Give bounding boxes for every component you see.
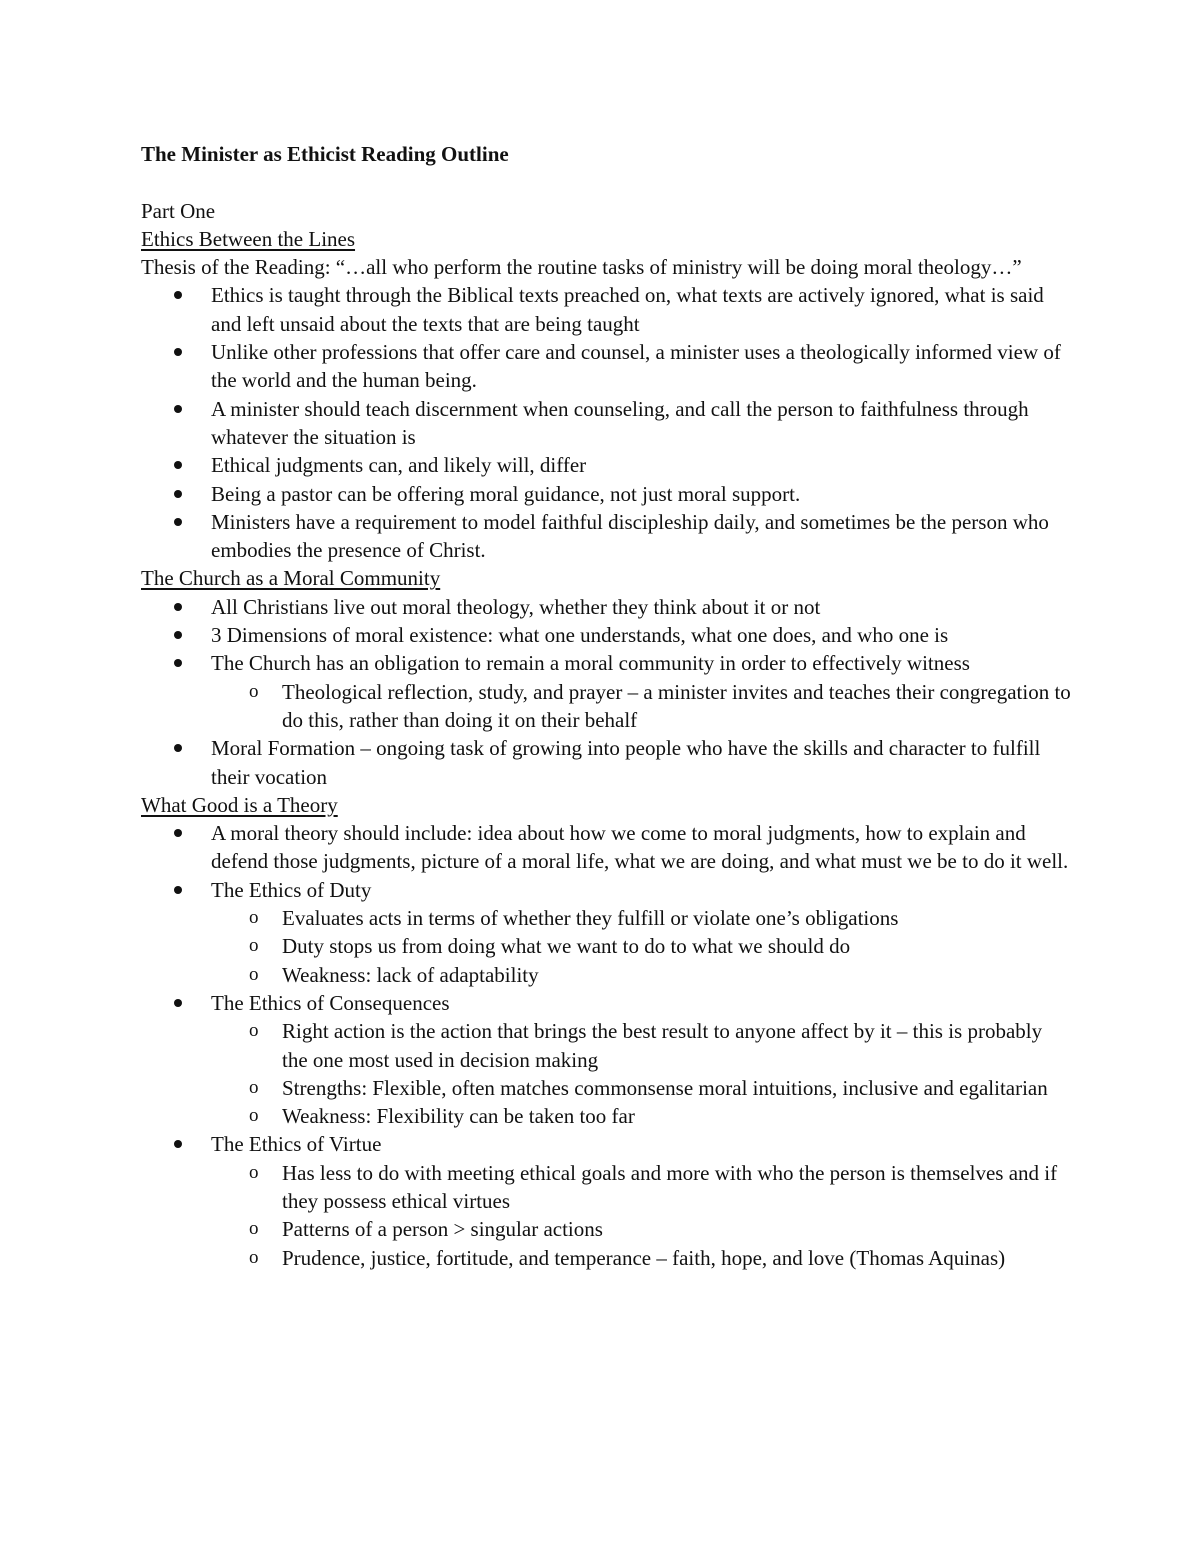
circle-bullet-icon: o [249,1246,259,1268]
bullet-list [141,593,1071,791]
list-item: A moral theory should include: idea about how we come to moral judgments, how to explain and defend those judgments, picture of a moral life, what we are doing, and what must we be to do it well. [141,819,1071,876]
list-item: 3 Dimensions of moral existence: what one understands, what one does, and who one is [141,621,1071,649]
bullet-icon [174,518,182,526]
bullet-icon [174,886,182,894]
sub-list-item: o Strengths: Flexible, often matches commonsense moral intuitions, inclusive and egalitarian [211,1074,1071,1102]
bullet-list [141,281,1071,564]
bullet-icon [174,829,182,837]
list-item: The Ethics of Consequences o Right action is the action that brings the best result to anyone affect by it – this is probably the one most used in decision making o Strengths: Flexible, often matches commonsense moral intuitions, inclusive and egalitarian o Weakness: Flexibility can be taken too far [141,989,1071,1130]
circle-bullet-icon: o [249,1105,259,1127]
section-heading: Ethics Between the Lines [141,226,356,251]
bullet-icon [174,291,182,299]
sub-list [211,1159,1071,1272]
list-item: Being a pastor can be offering moral guidance, not just moral support. [141,480,1071,508]
bullet-icon [174,461,182,469]
bullet-icon [174,1140,182,1148]
bullet-icon [174,744,182,752]
bullet-icon [174,631,182,639]
bullet-icon [174,999,182,1007]
sub-list-item: o Has less to do with meeting ethical goals and more with who the person is themselves and if they possess ethical virtues [249,1160,1058,1213]
sub-list [211,1017,1071,1130]
bullet-list [141,819,1071,1272]
list-item: The Ethics of Duty o Evaluates acts in terms of whether they fulfill or violate one’s obligations o Duty stops us from doing what we want to do to what we should do o Weakness: lack of adaptability [141,876,1071,989]
list-item: All Christians live out moral theology, whether they think about it or not [141,593,1071,621]
thesis-text: Thesis of the Reading: “…all who perform the routine tasks of ministry will be doing moral theology…” [141,255,1022,280]
circle-bullet-icon: o [249,1218,259,1240]
list-item: The Ethics of Virtue o Has less to do with meeting ethical goals and more with who the person is themselves and if they possess ethical virtues o Patterns of a person > singular actions o Prudence, justice, fortitude, and temperance – faith, hope, and love (Thomas Aquinas) [141,1130,1071,1271]
circle-bullet-icon: o [249,1161,259,1183]
sub-list-item: o Prudence, justice, fortitude, and temperance – faith, hope, and love (Thomas Aquinas) [211,1244,1071,1272]
list-item: Ethical judgments can, and likely will, differ [141,451,1071,479]
bullet-icon [174,348,182,356]
part-label: Part One [141,198,216,223]
sub-list-item: o Evaluates acts in terms of whether they fulfill or violate one’s obligations [211,904,1071,932]
bullet-icon [174,405,182,413]
bullet-icon [174,659,182,667]
section-ethics-between-the-lines [141,225,1071,565]
section-what-good-is-a-theory [141,791,1071,1272]
list-item: Ministers have a requirement to model faithful discipleship daily, and sometimes be the person who embodies the presence of Christ. [141,508,1071,565]
circle-bullet-icon: o [249,935,259,957]
list-item: Moral Formation – ongoing task of growing into people who have the skills and character to fulfill their vocation [141,734,1071,791]
document-title: The Minister as Ethicist Reading Outline [141,142,509,166]
sub-list-item: o Duty stops us from doing what we want to do to what we should do [211,932,1071,960]
bullet-icon [174,603,182,611]
circle-bullet-icon: o [249,1076,259,1098]
circle-bullet-icon: o [249,1020,259,1042]
circle-bullet-icon: o [249,963,259,985]
sub-list [211,904,1071,989]
circle-bullet-icon: o [249,907,259,929]
sub-list-item: o Theological reflection, study, and prayer – a minister invites and teaches their congregation to do this, rather than doing it on their behalf [249,679,1071,732]
sub-list-item: o Weakness: Flexibility can be taken too far [211,1102,1071,1130]
list-item: Ethics is taught through the Biblical texts preached on, what texts are actively ignored, what is said and left unsaid about the texts that are being taught [141,281,1071,338]
section-heading: What Good is a Theory [141,792,338,817]
section-church-moral-community [141,564,1071,790]
section-heading: The Church as a Moral Community [141,566,441,591]
sub-list [211,678,1071,735]
circle-bullet-icon: o [249,680,259,702]
sub-list-item: o Weakness: lack of adaptability [211,961,1071,989]
sub-list-item: o Right action is the action that brings the best result to anyone affect by it – this is probably the one most used in decision making [249,1019,1043,1072]
list-item: The Church has an obligation to remain a moral community in order to effectively witness o Theological reflection, study, and prayer – a minister invites and teaches their congregation to do this, rather than doing it on their behalf [141,649,1071,734]
list-item: A minister should teach discernment when counseling, and call the person to faithfulness through whatever the situation is [141,395,1071,452]
sub-list-item: o Patterns of a person > singular actions [211,1215,1071,1243]
bullet-icon [174,490,182,498]
document-content [141,140,1071,1272]
list-item: Unlike other professions that offer care and counsel, a minister uses a theologically informed view of the world and the human being. [141,338,1071,395]
